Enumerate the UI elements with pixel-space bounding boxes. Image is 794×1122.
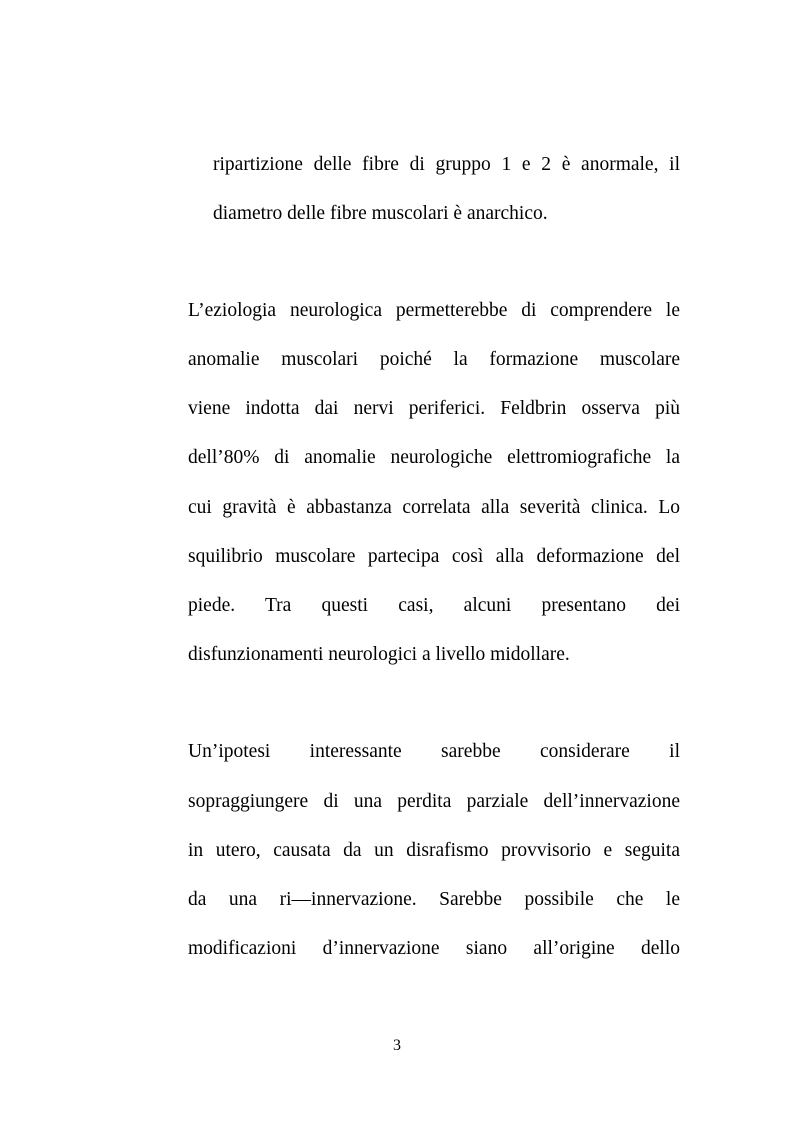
- text-line: sopraggiungere di una perdita parziale dell’innervazione: [188, 791, 680, 812]
- text-line: squilibrio muscolare partecipa così alla deformazione del: [188, 546, 680, 567]
- page-number: 3: [393, 1037, 401, 1054]
- text-line: cui gravità è abbastanza correlata alla severità clinica. Lo: [188, 497, 680, 518]
- text-line: ripartizione delle fibre di gruppo 1 e 2 è anormale, il: [213, 154, 680, 175]
- text-line: diametro delle fibre muscolari è anarchico.: [213, 203, 548, 224]
- text-line: viene indotta dai nervi periferici. Feldbrin osserva più: [188, 398, 680, 419]
- text-line: Un’ipotesi interessante sarebbe considerare il: [188, 741, 680, 762]
- text-line: dell’80% di anomalie neurologiche elettromiografiche la: [188, 447, 680, 468]
- text-line: L’eziologia neurologica permetterebbe di comprendere le: [188, 300, 680, 321]
- text-line: anomalie muscolari poiché la formazione muscolare: [188, 349, 680, 370]
- text-line: modificazioni d’innervazione siano all’origine dello: [188, 938, 680, 959]
- text-line: disfunzionamenti neurologici a livello midollare.: [188, 644, 570, 665]
- text-line: in utero, causata da un disrafismo provvisorio e seguita: [188, 840, 680, 861]
- text-line: da una ri—innervazione. Sarebbe possibile che le: [188, 889, 680, 910]
- text-line: piede. Tra questi casi, alcuni presentano dei: [188, 595, 680, 616]
